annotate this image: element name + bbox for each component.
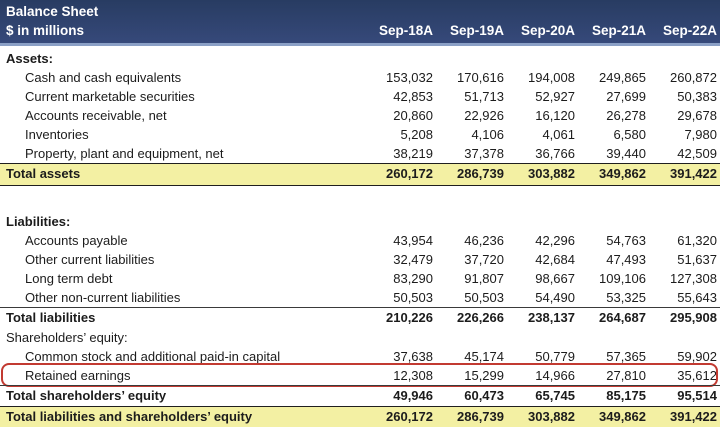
cell-value: 85,175 (606, 388, 646, 403)
cell-value: 391,422 (670, 166, 717, 181)
row-total-liabilities-and-shareholders-equity (0, 406, 720, 427)
cell-value: 5,208 (400, 127, 433, 142)
cell-value: 153,032 (386, 70, 433, 85)
row-label: Property, plant and equipment, net (25, 146, 224, 161)
cell-value: 39,440 (606, 146, 646, 161)
cell-value: 391,422 (670, 409, 717, 424)
cell-value: 53,325 (606, 290, 646, 305)
cell-value: 83,290 (393, 271, 433, 286)
row-label: Inventories (25, 127, 89, 142)
cell-value: 303,882 (528, 409, 575, 424)
cell-value: 91,807 (464, 271, 504, 286)
row-label: Long term debt (25, 271, 113, 286)
cell-value: 61,320 (677, 233, 717, 248)
row-cash-and-cash-equivalents (0, 68, 720, 87)
row-label: Other non-current liabilities (25, 290, 181, 305)
column-header-sep-19a: Sep-19A (449, 23, 504, 38)
row-accounts-payable (0, 231, 720, 250)
row-label: Cash and cash equivalents (25, 70, 182, 85)
cell-value: 37,378 (464, 146, 504, 161)
cell-value: 42,684 (535, 252, 575, 267)
cell-value: 12,308 (393, 368, 433, 383)
cell-value: 260,872 (670, 70, 717, 85)
units-label: $ in millions (6, 23, 85, 38)
cell-value: 49,946 (393, 388, 433, 403)
cell-value: 42,853 (393, 89, 433, 104)
row-liabilities (0, 212, 720, 231)
cell-value: 42,509 (677, 146, 717, 161)
cell-value: 16,120 (535, 108, 575, 123)
row-other-current-liabilities (0, 250, 720, 269)
row-other-non-current-liabilities (0, 288, 720, 307)
cell-value: 7,980 (684, 127, 717, 142)
row-label: Accounts receivable, net (25, 108, 167, 123)
row-total-liabilities (0, 307, 720, 328)
cell-value: 170,616 (457, 70, 504, 85)
row-label: Shareholders’ equity: (6, 330, 128, 345)
row-label: Common stock and additional paid-in capital (25, 349, 281, 364)
cell-value: 4,106 (471, 127, 504, 142)
cell-value: 20,860 (393, 108, 433, 123)
row-label: Total assets (6, 166, 81, 181)
cell-value: 51,713 (464, 89, 504, 104)
cell-value: 226,266 (457, 310, 504, 325)
cell-value: 27,810 (606, 368, 646, 383)
row-current-marketable-securities (0, 87, 720, 106)
cell-value: 286,739 (457, 409, 504, 424)
cell-value: 50,503 (393, 290, 433, 305)
row-accounts-receivable-net (0, 106, 720, 125)
cell-value: 95,514 (677, 388, 717, 403)
cell-value: 54,490 (535, 290, 575, 305)
cell-value: 52,927 (535, 89, 575, 104)
row-retained-earnings (0, 366, 720, 385)
row-label: Assets: (6, 51, 53, 66)
cell-value: 194,008 (528, 70, 575, 85)
cell-value: 57,365 (606, 349, 646, 364)
cell-value: 38,219 (393, 146, 433, 161)
cell-value: 47,493 (606, 252, 646, 267)
title-banner (0, 0, 720, 46)
column-header-sep-22a: Sep-22A (662, 23, 717, 38)
cell-value: 264,687 (599, 310, 646, 325)
cell-value: 14,966 (535, 368, 575, 383)
row-label: Liabilities: (6, 214, 71, 229)
cell-value: 98,667 (535, 271, 575, 286)
cell-value: 15,299 (464, 368, 504, 383)
cell-value: 109,106 (599, 271, 646, 286)
cell-value: 249,865 (599, 70, 646, 85)
cell-value: 42,296 (535, 233, 575, 248)
page-title: Balance Sheet (6, 4, 99, 19)
cell-value: 43,954 (393, 233, 433, 248)
cell-value: 35,612 (677, 368, 717, 383)
cell-value: 210,226 (386, 310, 433, 325)
cell-value: 26,278 (606, 108, 646, 123)
table-body (0, 46, 720, 427)
banner-columns-row (0, 21, 720, 40)
spacer-row (0, 186, 720, 212)
cell-value: 6,580 (613, 127, 646, 142)
cell-value: 27,699 (606, 89, 646, 104)
cell-value: 238,137 (528, 310, 575, 325)
row-shareholders-equity (0, 328, 720, 347)
row-label: Total shareholders’ equity (6, 388, 167, 403)
row-total-assets (0, 163, 720, 186)
row-long-term-debt (0, 269, 720, 288)
cell-value: 51,637 (677, 252, 717, 267)
cell-value: 260,172 (386, 409, 433, 424)
row-total-shareholders-equity (0, 385, 720, 406)
cell-value: 349,862 (599, 166, 646, 181)
cell-value: 59,902 (677, 349, 717, 364)
column-header-sep-18a: Sep-18A (378, 23, 433, 38)
row-label: Total liabilities and shareholders’ equity (6, 409, 253, 424)
cell-value: 55,643 (677, 290, 717, 305)
cell-value: 50,503 (464, 290, 504, 305)
cell-value: 36,766 (535, 146, 575, 161)
column-header-sep-20a: Sep-20A (520, 23, 575, 38)
row-common-stock-and-additional-paid-in-capital (0, 347, 720, 366)
cell-value: 32,479 (393, 252, 433, 267)
cell-value: 260,172 (386, 166, 433, 181)
cell-value: 50,779 (535, 349, 575, 364)
cell-value: 127,308 (670, 271, 717, 286)
row-label: Total liabilities (6, 310, 96, 325)
cell-value: 29,678 (677, 108, 717, 123)
row-label: Accounts payable (25, 233, 128, 248)
row-label: Other current liabilities (25, 252, 155, 267)
cell-value: 50,383 (677, 89, 717, 104)
cell-value: 37,720 (464, 252, 504, 267)
cell-value: 4,061 (542, 127, 575, 142)
banner-title-row (0, 2, 720, 21)
column-header-sep-21a: Sep-21A (591, 23, 646, 38)
row-inventories (0, 125, 720, 144)
cell-value: 60,473 (464, 388, 504, 403)
cell-value: 45,174 (464, 349, 504, 364)
cell-value: 37,638 (393, 349, 433, 364)
row-assets (0, 49, 720, 68)
cell-value: 22,926 (464, 108, 504, 123)
row-label: Retained earnings (25, 368, 131, 383)
cell-value: 303,882 (528, 166, 575, 181)
cell-value: 65,745 (535, 388, 575, 403)
cell-value: 295,908 (670, 310, 717, 325)
cell-value: 46,236 (464, 233, 504, 248)
cell-value: 286,739 (457, 166, 504, 181)
cell-value: 54,763 (606, 233, 646, 248)
cell-value: 349,862 (599, 409, 646, 424)
row-label: Current marketable securities (25, 89, 195, 104)
row-property-plant-and-equipment-net (0, 144, 720, 163)
